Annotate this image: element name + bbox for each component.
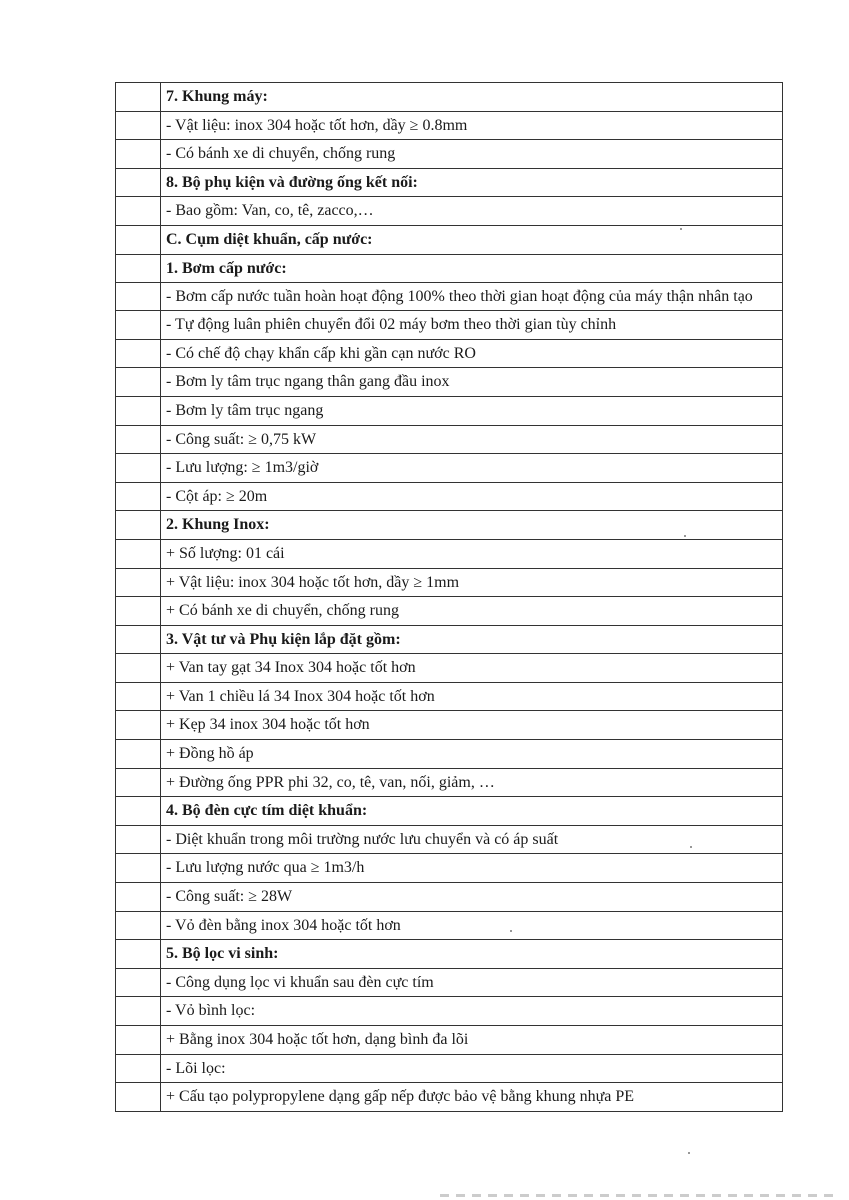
table-row — [116, 1026, 783, 1055]
index-cell — [116, 654, 161, 683]
table-row — [116, 711, 783, 740]
index-cell — [116, 254, 161, 283]
table-row — [116, 940, 783, 969]
spec-item-cell: + Đường ống PPR phi 32, co, tê, van, nối, giảm, … — [161, 768, 783, 797]
table-row — [116, 825, 783, 854]
index-cell — [116, 768, 161, 797]
spec-item-cell: - Bao gồm: Van, co, tê, zacco,… — [161, 197, 783, 226]
table-row — [116, 854, 783, 883]
table-row — [116, 682, 783, 711]
index-cell — [116, 482, 161, 511]
table-row — [116, 425, 783, 454]
table-row — [116, 368, 783, 397]
section-heading-cell: 8. Bộ phụ kiện và đường ống kết nối: — [161, 168, 783, 197]
spec-item-cell: - Có chế độ chạy khẩn cấp khi gần cạn nước RO — [161, 339, 783, 368]
index-cell — [116, 854, 161, 883]
index-cell — [116, 997, 161, 1026]
table-row — [116, 968, 783, 997]
index-cell — [116, 1083, 161, 1112]
section-heading-cell: 3. Vật tư và Phụ kiện lắp đặt gồm: — [161, 625, 783, 654]
spec-item-cell: + Đồng hồ áp — [161, 740, 783, 769]
section-heading-cell: 4. Bộ đèn cực tím diệt khuẩn: — [161, 797, 783, 826]
table-row — [116, 454, 783, 483]
index-cell — [116, 711, 161, 740]
index-cell — [116, 797, 161, 826]
spec-item-cell: + Kẹp 34 inox 304 hoặc tốt hơn — [161, 711, 783, 740]
spec-item-cell: - Bơm ly tâm trục ngang — [161, 396, 783, 425]
spec-item-cell: - Có bánh xe di chuyển, chống rung — [161, 140, 783, 169]
index-cell — [116, 111, 161, 140]
index-cell — [116, 911, 161, 940]
spec-item-cell: - Vật liệu: inox 304 hoặc tốt hơn, dầy ≥ 0.8mm — [161, 111, 783, 140]
index-cell — [116, 968, 161, 997]
index-cell — [116, 225, 161, 254]
index-cell — [116, 396, 161, 425]
table-row — [116, 111, 783, 140]
spec-item-cell: - Tự động luân phiên chuyển đổi 02 máy bơm theo thời gian tùy chỉnh — [161, 311, 783, 340]
section-heading-cell: 7. Khung máy: — [161, 83, 783, 112]
spec-item-cell: + Số lượng: 01 cái — [161, 539, 783, 568]
table-row — [116, 197, 783, 226]
table-row — [116, 283, 783, 311]
table-row — [116, 254, 783, 283]
index-cell — [116, 940, 161, 969]
table-row — [116, 568, 783, 597]
spec-item-cell: - Công suất: ≥ 28W — [161, 883, 783, 912]
index-cell — [116, 425, 161, 454]
table-row — [116, 625, 783, 654]
table-row — [116, 511, 783, 540]
index-cell — [116, 1026, 161, 1055]
scan-speck — [688, 1152, 690, 1154]
index-cell — [116, 197, 161, 226]
index-cell — [116, 539, 161, 568]
spec-item-cell: - Diệt khuẩn trong môi trường nước lưu chuyển và có áp suất — [161, 825, 783, 854]
table-row — [116, 168, 783, 197]
index-cell — [116, 168, 161, 197]
section-heading-cell: C. Cụm diệt khuẩn, cấp nước: — [161, 225, 783, 254]
index-cell — [116, 1054, 161, 1083]
table-row — [116, 654, 783, 683]
index-cell — [116, 597, 161, 626]
spec-item-cell: + Cấu tạo polypropylene dạng gấp nếp được bảo vệ bằng khung nhựa PE — [161, 1083, 783, 1112]
scan-speck — [684, 535, 686, 537]
spec-item-cell: - Lưu lượng nước qua ≥ 1m3/h — [161, 854, 783, 883]
scan-speck — [690, 846, 692, 848]
index-cell — [116, 283, 161, 311]
table-row — [116, 740, 783, 769]
spec-item-cell: - Vỏ đèn bằng inox 304 hoặc tốt hơn — [161, 911, 783, 940]
spec-item-cell: - Công suất: ≥ 0,75 kW — [161, 425, 783, 454]
section-heading-cell: 2. Khung Inox: — [161, 511, 783, 540]
table-row — [116, 997, 783, 1026]
table-row — [116, 911, 783, 940]
table-row — [116, 83, 783, 112]
spec-item-cell: - Cột áp: ≥ 20m — [161, 482, 783, 511]
spec-item-cell: - Bơm ly tâm trục ngang thân gang đầu inox — [161, 368, 783, 397]
section-heading-cell: 1. Bơm cấp nước: — [161, 254, 783, 283]
scan-speck — [510, 930, 512, 932]
index-cell — [116, 625, 161, 654]
index-cell — [116, 83, 161, 112]
index-cell — [116, 368, 161, 397]
index-cell — [116, 682, 161, 711]
spec-item-cell: + Van 1 chiều lá 34 Inox 304 hoặc tốt hơn — [161, 682, 783, 711]
scan-edge-artifact — [440, 1194, 840, 1197]
spec-item-cell: - Bơm cấp nước tuần hoàn hoạt động 100% theo thời gian hoạt động của máy thận nhân tạo — [161, 283, 783, 311]
index-cell — [116, 311, 161, 340]
index-cell — [116, 825, 161, 854]
table-row — [116, 539, 783, 568]
table-row — [116, 339, 783, 368]
index-cell — [116, 740, 161, 769]
section-heading-cell: 5. Bộ lọc vi sinh: — [161, 940, 783, 969]
table-row — [116, 883, 783, 912]
spec-item-cell: + Vật liệu: inox 304 hoặc tốt hơn, dầy ≥ 1mm — [161, 568, 783, 597]
specification-table — [115, 82, 783, 1112]
spec-item-cell: - Vỏ bình lọc: — [161, 997, 783, 1026]
table-row — [116, 225, 783, 254]
table-row — [116, 797, 783, 826]
table-row — [116, 1083, 783, 1112]
table-row — [116, 1054, 783, 1083]
spec-item-cell: + Có bánh xe di chuyển, chống rung — [161, 597, 783, 626]
spec-item-cell: - Công dụng lọc vi khuẩn sau đèn cực tím — [161, 968, 783, 997]
index-cell — [116, 568, 161, 597]
table-row — [116, 311, 783, 340]
table-row — [116, 482, 783, 511]
table-row — [116, 396, 783, 425]
index-cell — [116, 883, 161, 912]
index-cell — [116, 511, 161, 540]
scan-speck — [680, 228, 682, 230]
table-row — [116, 597, 783, 626]
index-cell — [116, 339, 161, 368]
spec-item-cell: - Lõi lọc: — [161, 1054, 783, 1083]
spec-item-cell: + Van tay gạt 34 Inox 304 hoặc tốt hơn — [161, 654, 783, 683]
spec-item-cell: - Lưu lượng: ≥ 1m3/giờ — [161, 454, 783, 483]
spec-item-cell: + Bằng inox 304 hoặc tốt hơn, dạng bình đa lõi — [161, 1026, 783, 1055]
specification-table-body — [116, 83, 783, 1112]
table-row — [116, 140, 783, 169]
index-cell — [116, 140, 161, 169]
index-cell — [116, 454, 161, 483]
table-row — [116, 768, 783, 797]
